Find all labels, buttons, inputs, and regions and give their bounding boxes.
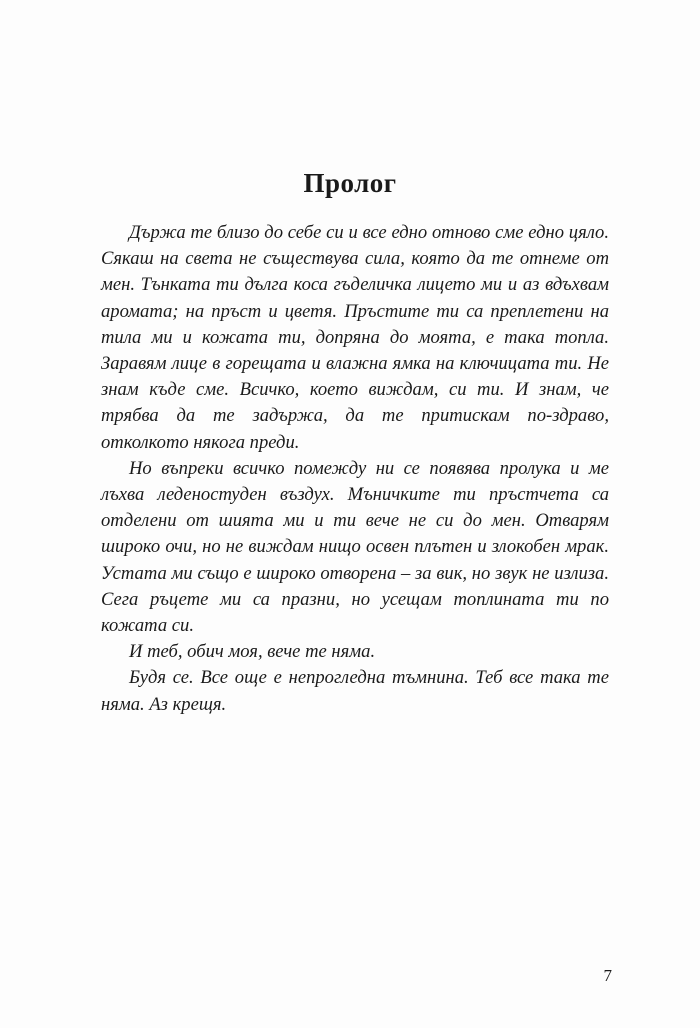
paragraph: Но въпреки всичко помежду ни се появява пролука и ме лъхва леденостуден въздух. Мъничките ти пръстчета са отделени от шията ми и ти вече не си до мен. Отварям широко очи, но не виждам нищо освен плътен и злокобен мрак. Устата ми също е широко отворена – за вик, но звук не излиза. Сега ръцете ми са празни, но усещам топлината ти по кожата си. xyxy=(101,457,609,637)
chapter-body xyxy=(101,220,609,718)
paragraph: И теб, обич моя, вече те няма. xyxy=(129,641,376,663)
page-number: 7 xyxy=(603,966,612,985)
paragraph: Будя се. Все още е непрогледна тъмнина. Теб все така те няма. Аз крещя. xyxy=(101,667,609,715)
paragraph: Държа те близо до себе си и все едно отново сме едно цяло. Сякаш на света не съществува сила, която да те отнеме от мен. Тънката ти дълга коса гъделичка лицето ми и аз вдъхвам аромата; на пръст и цветя. Пръстите ти са преплетени на тила ми и кожата ти, допряна до моята, е така топла. Заравям лице в горещата и влажна ямка на ключицата ти. Не знам къде сме. Всичко, което виждам, си ти. И знам, че трябва да те задържа, да те притискам по-здраво, отколкото някога преди. xyxy=(101,222,609,453)
chapter-title: Пролог xyxy=(303,168,397,198)
